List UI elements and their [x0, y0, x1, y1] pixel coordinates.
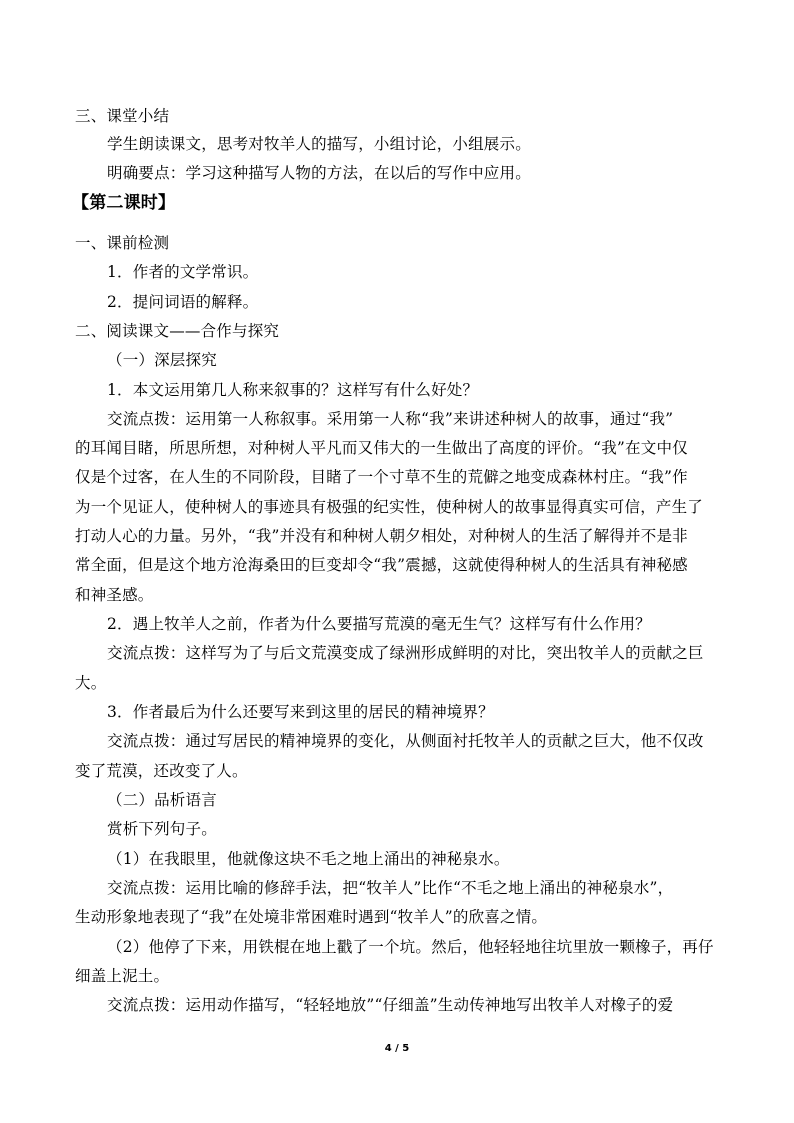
sentence1-answer-line: 交流点拨：运用比喻的修辞手法，把“牧羊人”比作“不毛之地上涌出的神秘泉水”，	[107, 879, 674, 897]
sentence1-answer-line: 生动形象地表现了“我”在处境非常困难时遇到“牧羊人”的欣喜之情。	[75, 908, 548, 926]
sub1-question-1: 1．本文运用第几人称来叙事的？这样写有什么好处？	[107, 381, 479, 399]
answer1-line: 为一个见证人，使种树人的事迹具有极强的纪实性，使种树人的故事显得真实可信，产生了	[75, 498, 704, 516]
answer2-line: 大。	[75, 674, 107, 692]
sub2-intro: 赏析下列句子。	[107, 820, 217, 838]
sub1-question-2: 2．遇上牧羊人之前，作者为什么要描写荒漠的毫无生气？这样写有什么作用？	[107, 615, 651, 633]
lesson2-title: 【第二课时】	[72, 193, 176, 213]
sentence-1: （1）在我眼里，他就像这块不毛之地上涌出的神秘泉水。	[107, 850, 510, 868]
answer1-line: 打动人心的力量。另外，“我”并没有和种树人朝夕相处，对种树人的生活了解得并不是非	[75, 527, 688, 545]
answer3-line: 变了荒漠，还改变了人。	[75, 762, 248, 780]
part1-item1: 1．作者的文学常识。	[107, 263, 259, 281]
page-number: 4 / 5	[384, 1043, 410, 1054]
sub1-heading: （一）深层探究	[107, 351, 217, 369]
answer3-line: 交流点拨：通过写居民的精神境界的变化，从侧面衬托牧羊人的贡献之巨大，他不仅改	[107, 732, 704, 750]
answer1-line: 和神圣感。	[75, 586, 154, 604]
answer1-line: 仅是个过客，在人生的不同阶段，目睹了一个寸草不生的荒僻之地变成森林村庄。“我”作	[75, 468, 688, 486]
part1-heading: 一、课前检测	[75, 234, 170, 252]
section3-para2: 明确要点：学习这种描写人物的方法，在以后的写作中应用。	[107, 164, 531, 182]
section3-para1: 学生朗读课文，思考对牧羊人的描写，小组讨论，小组展示。	[107, 135, 531, 153]
answer2-line: 交流点拨：这样写为了与后文荒漠变成了绿洲形成鲜明的对比，突出牧羊人的贡献之巨	[107, 644, 704, 662]
section3-heading: 三、课堂小结	[75, 107, 170, 125]
part2-heading: 二、阅读课文——合作与探究	[75, 322, 280, 340]
sub2-heading: （二）品析语言	[107, 791, 217, 809]
sentence-2-line: （2）他停了下来，用铁棍在地上戳了一个坑。然后，他轻轻地往坑里放一颗橡子，再仔	[107, 938, 714, 956]
sub1-question-3: 3．作者最后为什么还要写来到这里的居民的精神境界？	[107, 703, 494, 721]
sentence2-answer: 交流点拨：运用动作描写，“轻轻地放”“仔细盖”生动传神地写出牧羊人对橡子的爱	[107, 996, 674, 1014]
answer1-line: 交流点拨：运用第一人称叙事。采用第一人称“我”来讲述种树人的故事，通过“我”	[107, 410, 674, 428]
answer1-line: 常全面，但是这个地方沧海桑田的巨变却令“我”震撼，这就使得种树人的生活具有神秘感	[75, 556, 688, 574]
answer1-line: 的耳闻目睹，所思所想，对种树人平凡而又伟大的一生做出了高度的评价。“我”在文中仅	[75, 439, 688, 457]
sentence-2-line: 细盖上泥土。	[75, 967, 170, 985]
part1-item2: 2．提问词语的解释。	[107, 293, 259, 311]
